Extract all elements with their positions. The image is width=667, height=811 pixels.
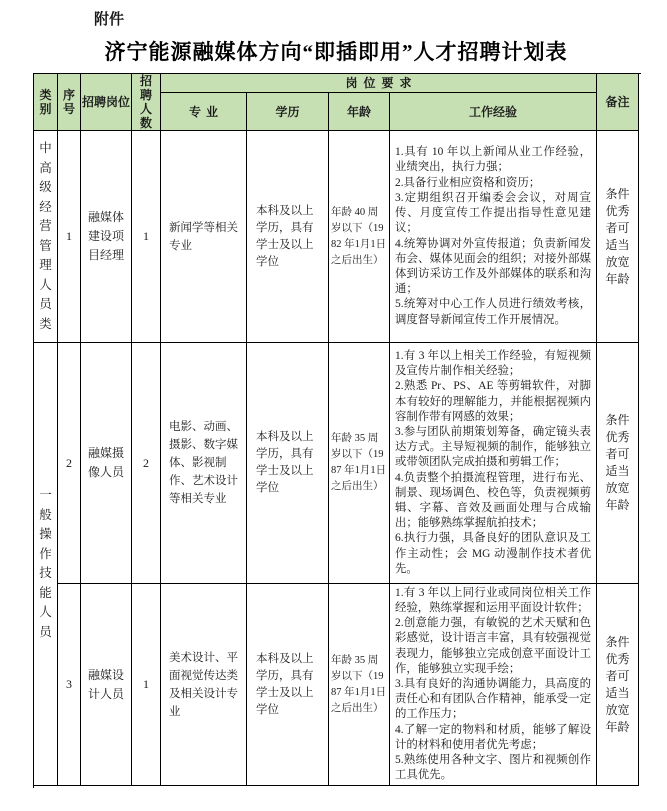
remark-text: 条件优秀者可适当放宽年龄: [605, 634, 630, 734]
position-cell: 融媒设计人员: [81, 584, 132, 786]
headcount-cell: 1: [132, 131, 161, 343]
experience-item: 3.定期组织召开编委会会议，对周宣传、月度宣传工作提出指导性意见建议；: [395, 191, 591, 235]
remark-cell: [597, 343, 639, 584]
remark-text: 条件优秀者可适当放宽年龄: [605, 413, 630, 512]
header-requirements: 岗位要求: [161, 74, 597, 93]
experience-item: 4.了解一定的物料和材质，能够了解设计的材料和使用者优先考虑；: [395, 723, 591, 751]
header-seq: 序号: [58, 74, 81, 131]
seq-cell: 3: [58, 584, 81, 786]
headcount-cell: 2: [132, 343, 161, 584]
degree-cell: 本科及以上学历，具有学士及以上学位: [247, 584, 329, 786]
major-cell: 电影、动画、摄影、数字媒体、影视制作、艺术设计等相关专业: [161, 343, 247, 584]
age-cell: 年龄 35 周岁以下（1987 年1月1日之后出生）: [329, 584, 390, 786]
experience-item: 5.熟练使用各种文字、图片和视频创作工具优先。: [395, 753, 591, 782]
experience-item: 2.创意能力强，有敏锐的艺术天赋和色彩感觉，设计语言丰富，具有较强视觉表现力，能够独立完成创意平面设计工作，能够独立实现手绘；: [395, 617, 591, 675]
experience-item: 4.负责整个拍摄流程管理，进行布光、制景、现场调色、校色等，负责视频剪辑、字幕、音效及画面处理与合成输出；能够熟练掌握航拍技术；: [395, 471, 591, 530]
category-cell: [34, 131, 58, 343]
header-category: 类别: [34, 74, 58, 131]
age-cell: 年龄 40 周岁以下（1982 年1月1日之后出生）: [329, 131, 390, 343]
major-cell: 美术设计、平面视觉传达类及相关设计专业: [161, 584, 247, 786]
recruitment-table: [33, 73, 641, 788]
experience-item: 2.具备行业相应资格和资历；: [395, 176, 541, 189]
header-headcount: 招聘人数: [132, 74, 161, 131]
seq-cell: 1: [58, 131, 81, 343]
experience-item: 1.具有 10 年以上新闻从业工作经验，业绩突出，执行力强；: [395, 146, 591, 174]
header-remark: 备注: [597, 74, 639, 131]
header-degree: 学历: [247, 93, 329, 131]
experience-item: 2.熟悉 Pr、PS、AE 等剪辑软件，对脚本有较好的理解能力，并能根据视频内容制作带有网感的效果；: [395, 380, 591, 423]
experience-item: 1.有 3 年以上同行业或同岗位相关工作经验，熟练掌握和运用平面设计软件；: [395, 586, 591, 614]
experience-item: 3.参与团队前期策划筹备，确定镜头表达方式。主导短视频的制作，能够独立或带领团队完成拍摄和剪辑工作；: [395, 425, 591, 469]
document-title: 济宁能源融媒体方向“即插即用”人才招聘计划表: [104, 40, 568, 64]
attachment-label: 附件: [94, 11, 125, 28]
experience-cell: [390, 131, 597, 343]
category-label: 一般操作技能人员: [39, 488, 52, 639]
experience-item: 6.执行力强，具备良好的团队意识及工作主动性；会 MG 动漫制作技术者优先。: [395, 532, 591, 575]
experience-item: 4.统筹协调对外宣传报道；负责新闻发布会、媒体见面会的组织；对接外部媒体到访采访工作及外部媒体的联系和沟通；: [395, 237, 591, 296]
header-experience: 工作经验: [390, 93, 597, 131]
category-label: 中高级经营管理人员类: [39, 141, 52, 331]
category-cell: [34, 343, 58, 786]
age-cell: 年龄 35 周岁以下（1987 年1月1日之后出生）: [329, 343, 390, 584]
position-cell: 融媒摄像人员: [81, 343, 132, 584]
seq-cell: 2: [58, 343, 81, 584]
header-position: 招聘岗位: [81, 74, 132, 131]
experience-cell: [390, 343, 597, 584]
remark-cell: [597, 584, 639, 786]
experience-item: 3.具有良好的沟通协调能力，具高度的责任心和有团队合作精神，能承受一定的工作压力；: [395, 677, 591, 721]
experience-item: 5.统筹对中心工作人员进行绩效考核，调度督导新闻宣传工作开展情况。: [395, 298, 591, 326]
remark-text: 条件优秀者可适当放宽年龄: [605, 186, 630, 286]
header-age: 年龄: [329, 93, 390, 131]
degree-cell: 本科及以上学历，具有学士及以上学位: [247, 343, 329, 584]
experience-item: 1.有 3 年以上相关工作经验，有短视频及宣传片制作相关经验；: [395, 349, 591, 378]
header-major: 专业: [161, 93, 247, 131]
headcount-cell: 1: [132, 584, 161, 786]
position-cell: 融媒体建设项目经理: [81, 131, 132, 343]
remark-cell: [597, 131, 639, 343]
major-cell: 新闻学等相关专业: [161, 131, 247, 343]
degree-cell: 本科及以上学历，具有学士及以上学位: [247, 131, 329, 343]
experience-cell: [390, 584, 597, 786]
